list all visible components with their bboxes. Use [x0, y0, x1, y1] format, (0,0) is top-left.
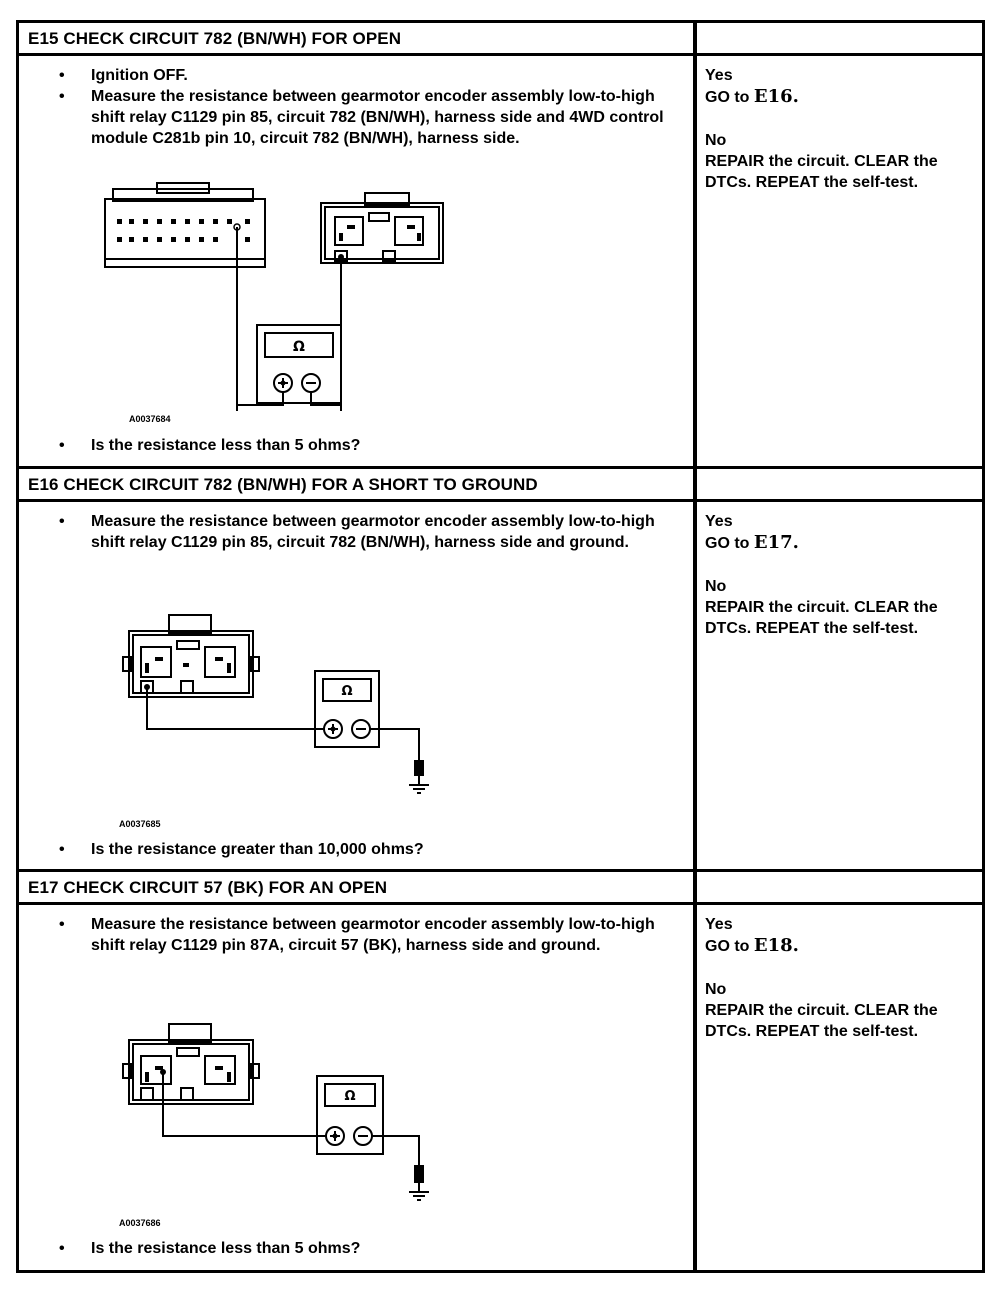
result-e17: [705, 914, 975, 1042]
connector-c281b: [105, 183, 265, 267]
connector-c1129: [123, 1024, 259, 1104]
action-text: Measure the resistance between gearmotor encoder assembly low-to-high shift relay C1129 pin 87A, circuit 57 (BK), harness side and ground.: [91, 916, 655, 954]
question-item: [19, 839, 679, 860]
ohmmeter: [315, 671, 379, 747]
question-item: [19, 1238, 679, 1259]
bullet: •: [59, 67, 65, 84]
question-item: [19, 435, 679, 456]
connector-c1129: [123, 615, 259, 697]
question-text: Is the resistance less than 5 ohms?: [91, 437, 361, 454]
goto-ref-link[interactable]: E18.: [753, 935, 799, 956]
no-label: No: [705, 981, 727, 998]
action-item: [19, 86, 679, 149]
ground-probe: [409, 761, 429, 793]
ohmmeter: [317, 1076, 383, 1154]
step-title-e17: E17 CHECK CIRCUIT 57 (BK) FOR AN OPEN: [28, 878, 388, 897]
step-header-e15: [19, 23, 982, 56]
goto-prefix: GO to: [705, 89, 754, 106]
figure-id-e17: A0037686: [119, 1218, 161, 1228]
bullet: •: [59, 437, 65, 454]
wiring-figure-e16: [119, 611, 439, 811]
ohm-symbol: Ω: [341, 684, 353, 699]
step-title-e16: E16 CHECK CIRCUIT 782 (BN/WH) FOR A SHORT TO GROUND: [28, 475, 538, 494]
figure-id-e16: A0037685: [119, 819, 161, 829]
yes-action: [705, 86, 975, 108]
question-text: Is the resistance less than 5 ohms?: [91, 1240, 361, 1257]
step-header-e16: [19, 469, 982, 502]
diagnostic-table: [16, 20, 985, 1273]
bullet: •: [59, 1240, 65, 1257]
step-header-e17: [19, 872, 982, 905]
yes-label: Yes: [705, 916, 733, 933]
no-action: REPAIR the circuit. CLEAR the DTCs. REPEAT the self-test.: [705, 153, 938, 191]
action-text: Ignition OFF.: [91, 67, 188, 84]
result-e16: [705, 511, 975, 639]
goto-ref-link[interactable]: E16.: [753, 86, 799, 107]
goto-ref-link[interactable]: E17.: [753, 532, 799, 553]
wiring-figure-e15: [99, 181, 459, 411]
yes-action: [705, 532, 975, 554]
bullet: •: [59, 916, 65, 933]
wiring-figure-e17: [119, 1018, 439, 1218]
ohm-symbol: Ω: [344, 1089, 356, 1104]
yes-label: Yes: [705, 513, 733, 530]
goto-prefix: GO to: [705, 938, 754, 955]
no-action: REPAIR the circuit. CLEAR the DTCs. REPEAT the self-test.: [705, 599, 938, 637]
yes-action: [705, 935, 975, 957]
test-leads: [163, 1072, 419, 1176]
action-item: [19, 65, 679, 86]
bullet: •: [59, 513, 65, 530]
ground-probe: [409, 1166, 429, 1200]
yes-label: Yes: [705, 67, 733, 84]
step-title-e15: E15 CHECK CIRCUIT 782 (BN/WH) FOR OPEN: [28, 29, 402, 48]
no-action: REPAIR the circuit. CLEAR the DTCs. REPEAT the self-test.: [705, 1002, 938, 1040]
bullet: •: [59, 88, 65, 105]
no-label: No: [705, 132, 727, 149]
question-text: Is the resistance greater than 10,000 ohms?: [91, 841, 424, 858]
bullet: •: [59, 841, 65, 858]
ohm-symbol: Ω: [293, 339, 305, 355]
result-e15: [705, 65, 975, 193]
no-label: No: [705, 578, 727, 595]
action-item: [19, 914, 679, 956]
goto-prefix: GO to: [705, 535, 754, 552]
action-text: Measure the resistance between gearmotor encoder assembly low-to-high shift relay C1129 pin 85, circuit 782 (BN/WH), harness side and 4WD control module C281b pin 10, circuit 782 (BN/WH), harness side.: [91, 88, 664, 147]
action-text: Measure the resistance between gearmotor encoder assembly low-to-high shift relay C1129 pin 85, circuit 782 (BN/WH), harness side and ground.: [91, 513, 655, 551]
figure-id-e15: A0037684: [129, 414, 171, 424]
column-divider: [693, 23, 697, 1270]
connector-c1129: [321, 193, 443, 263]
action-item: [19, 511, 679, 553]
